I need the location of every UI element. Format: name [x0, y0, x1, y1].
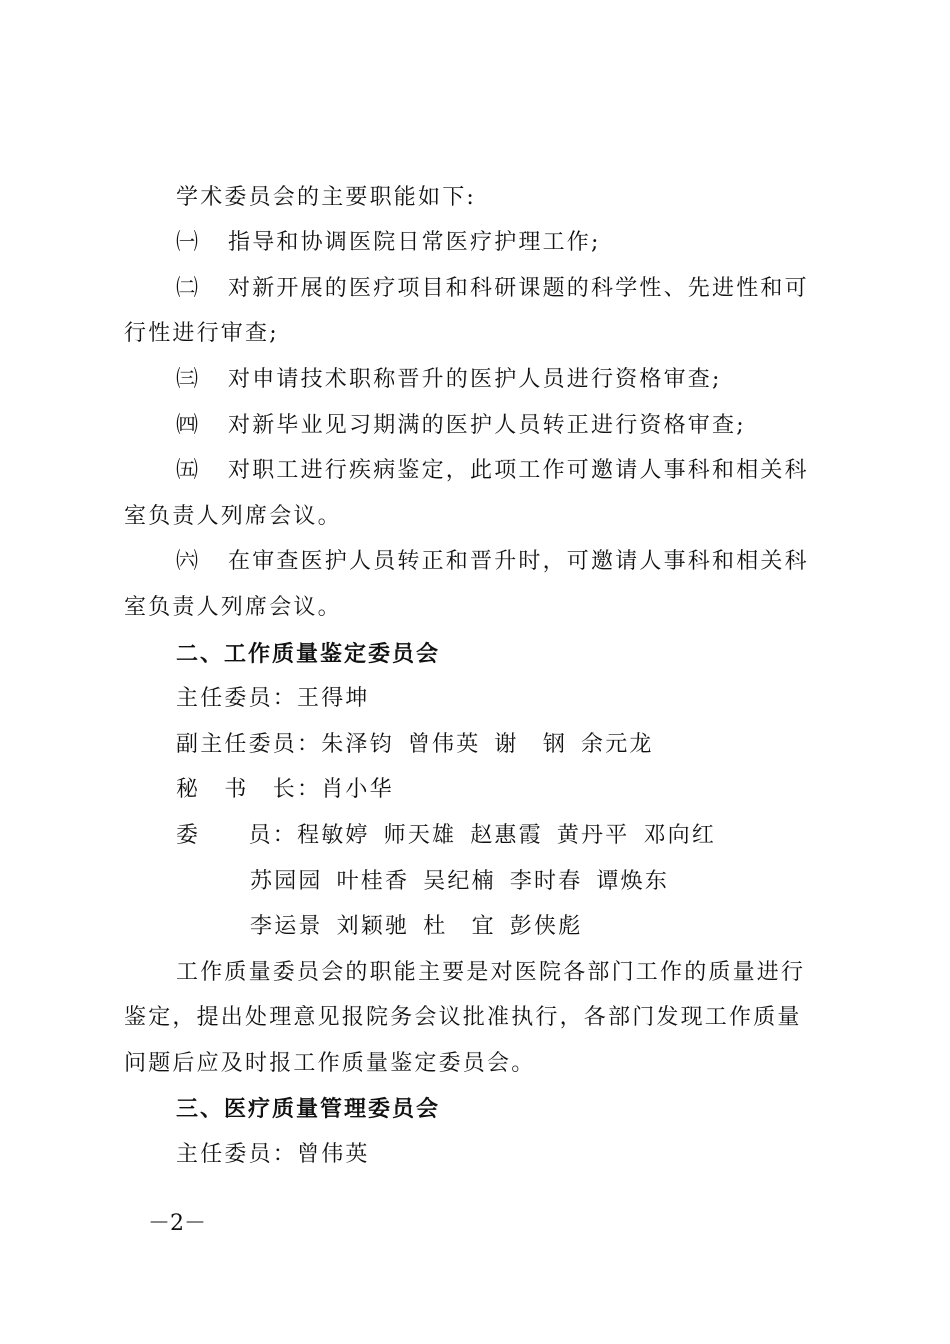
item-text: 对申请技术职称晋升的医护人员进行资格审查;	[228, 367, 722, 392]
deputy-name: 余元龙	[581, 732, 654, 757]
section3-director	[176, 1140, 370, 1170]
member-name: 吴纪楠	[423, 869, 496, 894]
deputy-name: 谢 钢	[494, 732, 568, 757]
director-label: 主任委员：	[176, 1142, 298, 1167]
member-name: 李时春	[509, 869, 583, 894]
duty-item-1	[176, 228, 601, 258]
item-number: ㈢	[176, 367, 199, 392]
page-number: －2－	[148, 1211, 206, 1236]
member-name: 彭侠彪	[509, 914, 583, 939]
section2-members-row-2	[250, 867, 669, 897]
section2-members-row-3	[250, 912, 582, 942]
section3-heading: 三、医疗质量管理委员会	[176, 1096, 441, 1122]
member-name: 李运景	[250, 914, 323, 939]
secretary-label: 秘 书 长：	[176, 777, 322, 802]
member-name: 刘颖驰	[336, 914, 410, 939]
section2-deputies	[176, 730, 654, 760]
section2-members-row-1	[176, 821, 716, 851]
section2-duty-line-3: 问题后应及时报工作质量鉴定委员会。	[124, 1051, 536, 1076]
member-name: 黄丹平	[556, 823, 630, 848]
item-text: 对新毕业见习期满的医护人员转正进行资格审查;	[228, 413, 746, 438]
section1-intro: 学术委员会的主要职能如下:	[176, 185, 477, 210]
member-name: 邓向红	[643, 823, 717, 848]
item-text: 在审查医护人员转正和晋升时，可邀请人事科和相关科	[228, 549, 809, 574]
duty-item-6-continuation: 室负责人列席会议。	[124, 595, 342, 620]
duty-item-3	[176, 365, 722, 395]
section2-duty-line-2: 鉴定，提出处理意见报院务会议批准执行，各部门发现工作质量	[124, 1005, 802, 1030]
deputy-name: 朱泽钧	[321, 732, 394, 757]
item-number: ㈥	[176, 549, 199, 574]
duty-item-2	[176, 274, 809, 304]
director-name: 王得坤	[297, 686, 370, 711]
member-name: 赵惠霞	[470, 823, 543, 848]
member-name: 苏园园	[250, 869, 323, 894]
item-number: ㈡	[176, 276, 199, 301]
deputy-label: 副主任委员：	[176, 732, 322, 757]
secretary-name: 肖小华	[321, 777, 394, 802]
duty-item-4	[176, 411, 746, 441]
item-text: 指导和协调医院日常医疗护理工作;	[228, 230, 601, 255]
duty-item-6	[176, 547, 809, 577]
member-name: 程敏婷	[297, 823, 370, 848]
section2-director	[176, 684, 370, 714]
section2-duty-line-1: 工作质量委员会的职能主要是对医院各部门工作的质量进行	[176, 960, 806, 985]
item-text: 对新开展的医疗项目和科研课题的科学性、先进性和可	[228, 276, 809, 301]
item-number: ㈤	[176, 458, 199, 483]
item-number: ㈣	[176, 413, 199, 438]
director-label: 主任委员：	[176, 686, 298, 711]
deputy-name: 曾伟英	[407, 732, 481, 757]
member-name: 谭焕东	[596, 869, 670, 894]
member-name: 师天雄	[383, 823, 457, 848]
section2-heading: 二、工作质量鉴定委员会	[176, 641, 441, 667]
director-name: 曾伟英	[297, 1142, 370, 1167]
item-text: 对职工进行疾病鉴定，此项工作可邀请人事科和相关科	[228, 458, 809, 483]
member-name: 杜 宜	[423, 914, 496, 939]
member-name: 叶桂香	[336, 869, 410, 894]
section2-secretary	[176, 775, 394, 805]
item-number: ㈠	[176, 230, 199, 255]
duty-item-5	[176, 456, 809, 486]
duty-item-2-continuation: 行性进行审查;	[124, 321, 279, 346]
members-label: 委 员：	[176, 823, 298, 848]
duty-item-5-continuation: 室负责人列席会议。	[124, 504, 342, 529]
